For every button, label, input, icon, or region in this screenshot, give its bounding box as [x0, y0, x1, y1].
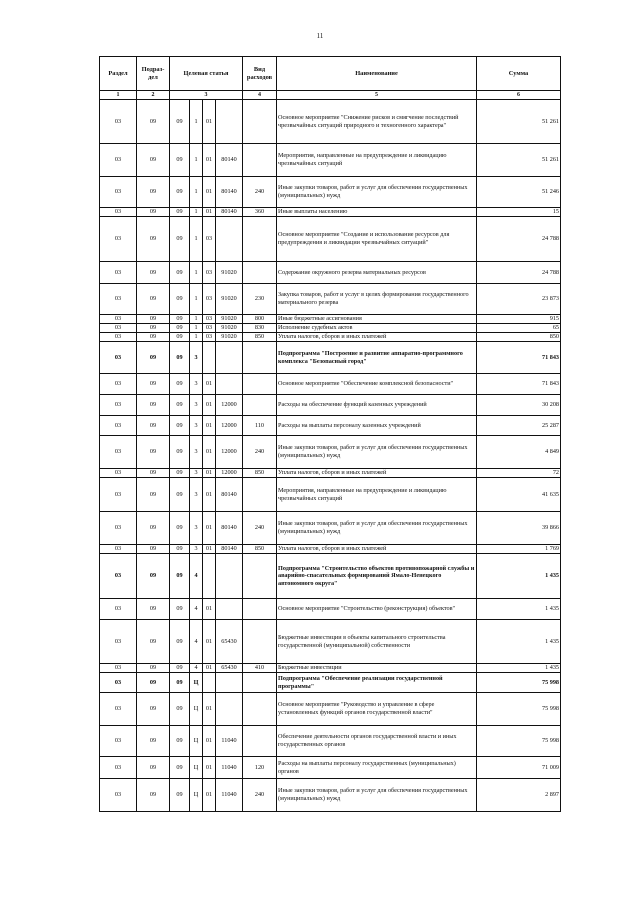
column-number: 4: [243, 91, 277, 100]
table-row: [100, 100, 561, 144]
subprogram-code-cell: 1: [190, 144, 203, 177]
program-code-cell: 09: [170, 436, 190, 469]
name-cell: Иные выплаты населению: [277, 208, 477, 217]
event-code-cell: 01: [203, 416, 216, 436]
header-celevaya: Целевая статья: [170, 57, 243, 91]
program-code-cell: 09: [170, 545, 190, 554]
sum-cell: 41 635: [477, 478, 561, 512]
razdel-cell: 03: [100, 779, 137, 812]
event-code-cell: 03: [203, 333, 216, 342]
event-code-cell: 01: [203, 208, 216, 217]
expense-type-cell: [243, 620, 277, 664]
podrazdel-cell: 09: [137, 100, 170, 144]
direction-code-cell: 80140: [216, 177, 243, 208]
direction-code-cell: 91020: [216, 333, 243, 342]
sum-cell: 51 261: [477, 100, 561, 144]
event-code-cell: 03: [203, 262, 216, 284]
program-code-cell: 09: [170, 512, 190, 545]
podrazdel-cell: 09: [137, 620, 170, 664]
program-code-cell: 09: [170, 177, 190, 208]
expense-type-cell: 110: [243, 416, 277, 436]
table-row: [100, 342, 561, 374]
name-cell: Расходы на выплаты персоналу казенных учреждений: [277, 416, 477, 436]
expense-type-cell: 850: [243, 333, 277, 342]
razdel-cell: 03: [100, 342, 137, 374]
subprogram-code-cell: 3: [190, 545, 203, 554]
event-code-cell: 01: [203, 545, 216, 554]
expense-type-cell: 240: [243, 436, 277, 469]
program-code-cell: 09: [170, 554, 190, 599]
event-code-cell: 01: [203, 144, 216, 177]
subprogram-code-cell: 1: [190, 315, 203, 324]
direction-code-cell: [216, 599, 243, 620]
razdel-cell: 03: [100, 177, 137, 208]
name-cell: Бюджетные инвестиции: [277, 664, 477, 673]
expense-type-cell: 850: [243, 469, 277, 478]
event-code-cell: 03: [203, 217, 216, 262]
direction-code-cell: 65430: [216, 620, 243, 664]
podrazdel-cell: 09: [137, 177, 170, 208]
subprogram-code-cell: Ц: [190, 726, 203, 757]
program-code-cell: 09: [170, 284, 190, 315]
sum-cell: 24 788: [477, 217, 561, 262]
subprogram-code-cell: 3: [190, 374, 203, 395]
event-code-cell: 01: [203, 757, 216, 779]
expense-type-cell: [243, 342, 277, 374]
event-code-cell: 03: [203, 315, 216, 324]
razdel-cell: 03: [100, 374, 137, 395]
event-code-cell: 01: [203, 620, 216, 664]
program-code-cell: 09: [170, 664, 190, 673]
subprogram-code-cell: 3: [190, 469, 203, 478]
program-code-cell: 09: [170, 374, 190, 395]
podrazdel-cell: 09: [137, 599, 170, 620]
expense-type-cell: [243, 374, 277, 395]
program-code-cell: 09: [170, 469, 190, 478]
name-cell: Мероприятия, направленные на предупреждение и ликвидацию чрезвычайных ситуаций: [277, 144, 477, 177]
subprogram-code-cell: 1: [190, 262, 203, 284]
table-row: [100, 545, 561, 554]
razdel-cell: 03: [100, 673, 137, 693]
subprogram-code-cell: 4: [190, 599, 203, 620]
event-code-cell: 01: [203, 779, 216, 812]
table-row: [100, 478, 561, 512]
razdel-cell: 03: [100, 144, 137, 177]
column-number: 2: [137, 91, 170, 100]
event-code-cell: [203, 673, 216, 693]
event-code-cell: 01: [203, 100, 216, 144]
program-code-cell: 09: [170, 262, 190, 284]
sum-cell: 1 435: [477, 554, 561, 599]
table-row: [100, 599, 561, 620]
name-cell: Подпрограмма "Обеспечение реализации государственной программы": [277, 673, 477, 693]
podrazdel-cell: 09: [137, 664, 170, 673]
podrazdel-cell: 09: [137, 693, 170, 726]
expense-type-cell: 410: [243, 664, 277, 673]
program-code-cell: 09: [170, 217, 190, 262]
subprogram-code-cell: Ц: [190, 673, 203, 693]
sum-cell: 1 435: [477, 599, 561, 620]
direction-code-cell: 11040: [216, 757, 243, 779]
razdel-cell: 03: [100, 693, 137, 726]
table-row: [100, 395, 561, 416]
sum-cell: 71 843: [477, 342, 561, 374]
name-cell: Иные закупки товаров, работ и услуг для обеспечения государственных (муниципальных) нужд: [277, 779, 477, 812]
header-razdel: Раздел: [100, 57, 137, 91]
sum-cell: 24 788: [477, 262, 561, 284]
podrazdel-cell: 09: [137, 545, 170, 554]
razdel-cell: 03: [100, 554, 137, 599]
razdel-cell: 03: [100, 620, 137, 664]
event-code-cell: 01: [203, 374, 216, 395]
subprogram-code-cell: 1: [190, 333, 203, 342]
table-row: [100, 726, 561, 757]
razdel-cell: 03: [100, 395, 137, 416]
podrazdel-cell: 09: [137, 478, 170, 512]
program-code-cell: 09: [170, 416, 190, 436]
column-number: 6: [477, 91, 561, 100]
name-cell: Мероприятия, направленные на предупреждение и ликвидацию чрезвычайных ситуаций: [277, 478, 477, 512]
podrazdel-cell: 09: [137, 673, 170, 693]
event-code-cell: [203, 554, 216, 599]
name-cell: Основное мероприятие "Снижение рисков и смягчение последствий чрезвычайных ситуаций природного и техногенного характера": [277, 100, 477, 144]
name-cell: Расходы на выплаты персоналу государственных (муниципальных) органов: [277, 757, 477, 779]
header-name: Наименование: [277, 57, 477, 91]
table-row: [100, 673, 561, 693]
name-cell: Содержание окружного резерва материальных ресурсов: [277, 262, 477, 284]
razdel-cell: 03: [100, 208, 137, 217]
program-code-cell: 09: [170, 673, 190, 693]
subprogram-code-cell: 3: [190, 395, 203, 416]
podrazdel-cell: 09: [137, 324, 170, 333]
program-code-cell: 09: [170, 726, 190, 757]
podrazdel-cell: 09: [137, 416, 170, 436]
name-cell: Закупка товаров, работ и услуг в целях формирования государственного материального резерва: [277, 284, 477, 315]
table-row: [100, 554, 561, 599]
direction-code-cell: [216, 693, 243, 726]
subprogram-code-cell: 3: [190, 416, 203, 436]
razdel-cell: 03: [100, 100, 137, 144]
sum-cell: 850: [477, 333, 561, 342]
sum-cell: 75 998: [477, 673, 561, 693]
direction-code-cell: 11040: [216, 779, 243, 812]
direction-code-cell: 80140: [216, 208, 243, 217]
name-cell: Уплата налогов, сборов и иных платежей: [277, 545, 477, 554]
expense-type-cell: [243, 726, 277, 757]
sum-cell: 30 208: [477, 395, 561, 416]
program-code-cell: 09: [170, 779, 190, 812]
razdel-cell: 03: [100, 726, 137, 757]
name-cell: Основное мероприятие "Обеспечение комплексной безопасности": [277, 374, 477, 395]
subprogram-code-cell: Ц: [190, 757, 203, 779]
program-code-cell: 09: [170, 693, 190, 726]
program-code-cell: 09: [170, 478, 190, 512]
expense-type-cell: 830: [243, 324, 277, 333]
razdel-cell: 03: [100, 315, 137, 324]
razdel-cell: 03: [100, 436, 137, 469]
sum-cell: 65: [477, 324, 561, 333]
direction-code-cell: 80140: [216, 478, 243, 512]
expense-type-cell: [243, 673, 277, 693]
expense-type-cell: [243, 395, 277, 416]
name-cell: Основное мероприятие "Строительство (реконструкция) объектов": [277, 599, 477, 620]
podrazdel-cell: 09: [137, 469, 170, 478]
subprogram-code-cell: 1: [190, 100, 203, 144]
sum-cell: 23 873: [477, 284, 561, 315]
podrazdel-cell: 09: [137, 262, 170, 284]
subprogram-code-cell: 1: [190, 177, 203, 208]
event-code-cell: [203, 342, 216, 374]
program-code-cell: 09: [170, 599, 190, 620]
podrazdel-cell: 09: [137, 512, 170, 545]
podrazdel-cell: 09: [137, 554, 170, 599]
razdel-cell: 03: [100, 217, 137, 262]
column-number: 5: [277, 91, 477, 100]
name-cell: Обеспечение деятельности органов государственной власти и иных государственных органов: [277, 726, 477, 757]
subprogram-code-cell: 3: [190, 512, 203, 545]
event-code-cell: 01: [203, 599, 216, 620]
header-podrazdel: Подраз-дел: [137, 57, 170, 91]
sum-cell: 1 435: [477, 664, 561, 673]
podrazdel-cell: 09: [137, 144, 170, 177]
subprogram-code-cell: 3: [190, 478, 203, 512]
expense-type-cell: 240: [243, 512, 277, 545]
table-row: [100, 664, 561, 673]
event-code-cell: 03: [203, 284, 216, 315]
subprogram-code-cell: 1: [190, 324, 203, 333]
expense-type-cell: [243, 599, 277, 620]
table-row: [100, 284, 561, 315]
table-body: [100, 100, 561, 812]
event-code-cell: 03: [203, 324, 216, 333]
razdel-cell: 03: [100, 664, 137, 673]
podrazdel-cell: 09: [137, 342, 170, 374]
expense-type-cell: 800: [243, 315, 277, 324]
table-row: [100, 779, 561, 812]
event-code-cell: 01: [203, 664, 216, 673]
sum-cell: 72: [477, 469, 561, 478]
program-code-cell: 09: [170, 620, 190, 664]
name-cell: Уплата налогов, сборов и иных платежей: [277, 333, 477, 342]
expense-type-cell: [243, 217, 277, 262]
razdel-cell: 03: [100, 469, 137, 478]
name-cell: Исполнение судебных актов: [277, 324, 477, 333]
podrazdel-cell: 09: [137, 757, 170, 779]
expense-type-cell: [243, 693, 277, 726]
name-cell: Бюджетные инвестиции в объекты капитального строительства государственной (муниципальной) собственности: [277, 620, 477, 664]
expense-type-cell: 240: [243, 779, 277, 812]
table-row: [100, 757, 561, 779]
sum-cell: 75 998: [477, 726, 561, 757]
header-sum: Сумма: [477, 57, 561, 91]
event-code-cell: 01: [203, 693, 216, 726]
direction-code-cell: [216, 673, 243, 693]
program-code-cell: 09: [170, 144, 190, 177]
sum-cell: 4 849: [477, 436, 561, 469]
name-cell: Основное мероприятие "Создание и использование ресурсов для предупреждения и ликвидации чрезвычайных ситуаций": [277, 217, 477, 262]
subprogram-code-cell: 4: [190, 664, 203, 673]
table-row: [100, 262, 561, 284]
table-row: [100, 374, 561, 395]
subprogram-code-cell: 1: [190, 284, 203, 315]
table-row: [100, 208, 561, 217]
razdel-cell: 03: [100, 757, 137, 779]
column-number: 3: [170, 91, 243, 100]
name-cell: Иные закупки товаров, работ и услуг для обеспечения государственных (муниципальных) нужд: [277, 436, 477, 469]
razdel-cell: 03: [100, 599, 137, 620]
razdel-cell: 03: [100, 512, 137, 545]
direction-code-cell: 12000: [216, 436, 243, 469]
subprogram-code-cell: 4: [190, 620, 203, 664]
program-code-cell: 09: [170, 342, 190, 374]
expense-type-cell: [243, 100, 277, 144]
direction-code-cell: 12000: [216, 395, 243, 416]
event-code-cell: 01: [203, 395, 216, 416]
podrazdel-cell: 09: [137, 217, 170, 262]
expense-type-cell: 120: [243, 757, 277, 779]
budget-table: [99, 56, 561, 812]
razdel-cell: 03: [100, 545, 137, 554]
expense-type-cell: [243, 554, 277, 599]
table-row: [100, 416, 561, 436]
name-cell: Иные бюджетные ассигнования: [277, 315, 477, 324]
direction-code-cell: [216, 342, 243, 374]
event-code-cell: 01: [203, 436, 216, 469]
subprogram-code-cell: 4: [190, 554, 203, 599]
table-row: [100, 693, 561, 726]
event-code-cell: 01: [203, 469, 216, 478]
table-row: [100, 324, 561, 333]
podrazdel-cell: 09: [137, 395, 170, 416]
razdel-cell: 03: [100, 478, 137, 512]
column-number: 1: [100, 91, 137, 100]
event-code-cell: 01: [203, 177, 216, 208]
direction-code-cell: 11040: [216, 726, 243, 757]
table-row: [100, 469, 561, 478]
razdel-cell: 03: [100, 284, 137, 315]
table-row: [100, 620, 561, 664]
name-cell: Основное мероприятие "Руководство и управление в сфере установленных функций органов государственной власти": [277, 693, 477, 726]
subprogram-code-cell: 3: [190, 436, 203, 469]
expense-type-cell: [243, 262, 277, 284]
expense-type-cell: 360: [243, 208, 277, 217]
direction-code-cell: 80140: [216, 545, 243, 554]
table-row: [100, 177, 561, 208]
razdel-cell: 03: [100, 324, 137, 333]
name-cell: Иные закупки товаров, работ и услуг для обеспечения государственных (муниципальных) нужд: [277, 512, 477, 545]
podrazdel-cell: 09: [137, 374, 170, 395]
direction-code-cell: 80140: [216, 144, 243, 177]
table-row: [100, 436, 561, 469]
table-row: [100, 217, 561, 262]
name-cell: Подпрограмма "Строительство объектов противопожарной службы и аварийно-спасательных формирований Ямало-Ненецкого автономного округа": [277, 554, 477, 599]
podrazdel-cell: 09: [137, 208, 170, 217]
program-code-cell: 09: [170, 757, 190, 779]
table-row: [100, 333, 561, 342]
program-code-cell: 09: [170, 324, 190, 333]
sum-cell: 25 287: [477, 416, 561, 436]
sum-cell: 39 866: [477, 512, 561, 545]
expense-type-cell: 240: [243, 177, 277, 208]
subprogram-code-cell: 1: [190, 208, 203, 217]
program-code-cell: 09: [170, 208, 190, 217]
name-cell: Уплата налогов, сборов и иных платежей: [277, 469, 477, 478]
program-code-cell: 09: [170, 100, 190, 144]
razdel-cell: 03: [100, 262, 137, 284]
event-code-cell: 01: [203, 512, 216, 545]
program-code-cell: 09: [170, 333, 190, 342]
expense-type-cell: [243, 478, 277, 512]
razdel-cell: 03: [100, 416, 137, 436]
table-row: [100, 512, 561, 545]
sum-cell: 51 246: [477, 177, 561, 208]
podrazdel-cell: 09: [137, 315, 170, 324]
direction-code-cell: 91020: [216, 262, 243, 284]
direction-code-cell: [216, 217, 243, 262]
expense-type-cell: [243, 144, 277, 177]
direction-code-cell: 12000: [216, 416, 243, 436]
direction-code-cell: [216, 100, 243, 144]
subprogram-code-cell: Ц: [190, 693, 203, 726]
direction-code-cell: [216, 554, 243, 599]
razdel-cell: 03: [100, 333, 137, 342]
direction-code-cell: 91020: [216, 315, 243, 324]
subprogram-code-cell: Ц: [190, 779, 203, 812]
direction-code-cell: 91020: [216, 324, 243, 333]
podrazdel-cell: 09: [137, 779, 170, 812]
subprogram-code-cell: 3: [190, 342, 203, 374]
podrazdel-cell: 09: [137, 333, 170, 342]
page-number: 11: [316, 32, 324, 40]
sum-cell: 915: [477, 315, 561, 324]
header-vid: Вид расходов: [243, 57, 277, 91]
event-code-cell: 01: [203, 478, 216, 512]
podrazdel-cell: 09: [137, 726, 170, 757]
direction-code-cell: 80140: [216, 512, 243, 545]
program-code-cell: 09: [170, 315, 190, 324]
expense-type-cell: 850: [243, 545, 277, 554]
table-row: [100, 315, 561, 324]
program-code-cell: 09: [170, 395, 190, 416]
name-cell: Подпрограмма "Построение и развитие аппаратно-программного комплекса "Безопасный город": [277, 342, 477, 374]
sum-cell: 75 998: [477, 693, 561, 726]
sum-cell: 71 843: [477, 374, 561, 395]
direction-code-cell: [216, 374, 243, 395]
column-number-row: [100, 91, 561, 100]
header-row: [100, 57, 561, 91]
podrazdel-cell: 09: [137, 436, 170, 469]
direction-code-cell: 91020: [216, 284, 243, 315]
table-row: [100, 144, 561, 177]
sum-cell: 71 009: [477, 757, 561, 779]
sum-cell: 1 435: [477, 620, 561, 664]
event-code-cell: 01: [203, 726, 216, 757]
direction-code-cell: 12000: [216, 469, 243, 478]
subprogram-code-cell: 1: [190, 217, 203, 262]
direction-code-cell: 65430: [216, 664, 243, 673]
sum-cell: 2 897: [477, 779, 561, 812]
name-cell: Расходы на обеспечение функций казенных учреждений: [277, 395, 477, 416]
sum-cell: 51 261: [477, 144, 561, 177]
expense-type-cell: 230: [243, 284, 277, 315]
sum-cell: 15: [477, 208, 561, 217]
podrazdel-cell: 09: [137, 284, 170, 315]
name-cell: Иные закупки товаров, работ и услуг для обеспечения государственных (муниципальных) нужд: [277, 177, 477, 208]
sum-cell: 1 769: [477, 545, 561, 554]
